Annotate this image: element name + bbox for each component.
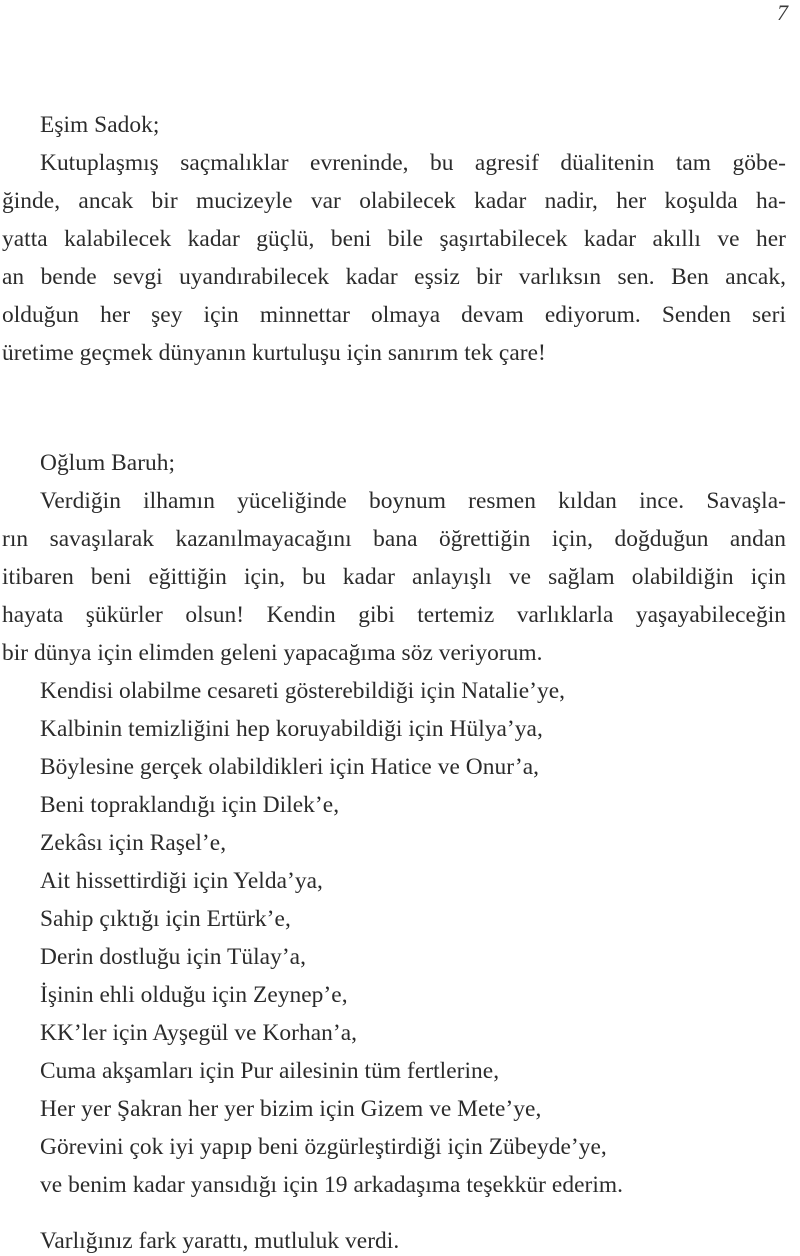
paragraph-line: bir dünya için elimden geleni yapacağıma söz veriyorum. (2, 640, 543, 666)
paragraph-line: Kutuplaşmış saçmalıklar evreninde, bu agresif düalitenin tam göbe- (40, 150, 786, 176)
paragraph-line: rın savaşılarak kazanılmayacağını bana öğrettiğin için, doğduğun andan (2, 526, 786, 552)
paragraph-line: ğinde, ancak bir mucizeyle var olabilecek kadar nadir, her koşulda ha- (2, 188, 786, 214)
thanks-line: Derin dostluğu için Tülay’a, (40, 944, 307, 970)
thanks-line: Kalbinin temizliğini hep koruyabildiği için Hülya’ya, (40, 716, 543, 742)
page-number: 7 (777, 0, 788, 25)
paragraph-line: yatta kalabilecek kadar güçlü, beni bile şaşırtabilecek kadar akıllı ve her (2, 226, 786, 252)
paragraph-line: an bende sevgi uyandırabilecek kadar eşsiz bir varlıksın sen. Ben ancak, (2, 264, 786, 290)
thanks-line: Zekâsı için Raşel’e, (40, 830, 227, 856)
paragraph-line: itibaren beni eğittiğin için, bu kadar anlayışlı ve sağlam olabildiğin için (2, 564, 786, 590)
paragraph-line: olduğun her şey için minnettar olmaya devam ediyorum. Senden seri (2, 302, 786, 328)
thanks-line: Kendisi olabilme cesareti gösterebildiği için Natalie’ye, (40, 678, 566, 704)
salutation-son: Oğlum Baruh; (40, 450, 176, 476)
thanks-line: Sahip çıktığı için Ertürk’e, (40, 906, 291, 932)
thanks-line: Böylesine gerçek olabildikleri için Hatice ve Onur’a, (40, 754, 540, 780)
thanks-line: Cuma akşamları için Pur ailesinin tüm fertlerine, (40, 1058, 500, 1084)
paragraph-line: hayata şükürler olsun! Kendin gibi tertemiz varlıklarla yaşayabileceğin (2, 602, 786, 628)
thanks-line: KK’ler için Ayşegül ve Korhan’a, (40, 1020, 358, 1046)
thanks-line: Her yer Şakran her yer bizim için Gizem ve Mete’ye, (40, 1096, 542, 1122)
thanks-line: Ait hissettirdiği için Yelda’ya, (40, 868, 323, 894)
closing-line: Varlığınız fark yarattı, mutluluk verdi. (40, 1228, 400, 1254)
salutation-wife: Eşim Sadok; (40, 112, 160, 138)
thanks-line: Görevini çok iyi yapıp beni özgürleştirdiği için Zübeyde’ye, (40, 1134, 607, 1160)
thanks-line: Beni topraklandığı için Dilek’e, (40, 792, 340, 818)
paragraph-line: Verdiğin ilhamın yüceliğinde boynum resmen kıldan ince. Savaşla- (40, 488, 786, 514)
thanks-line: ve benim kadar yansıdığı için 19 arkadaşıma teşekkür ederim. (40, 1172, 624, 1198)
paragraph-line: üretime geçmek dünyanın kurtuluşu için sanırım tek çare! (2, 340, 546, 366)
thanks-line: İşinin ehli olduğu için Zeynep’e, (40, 982, 348, 1008)
